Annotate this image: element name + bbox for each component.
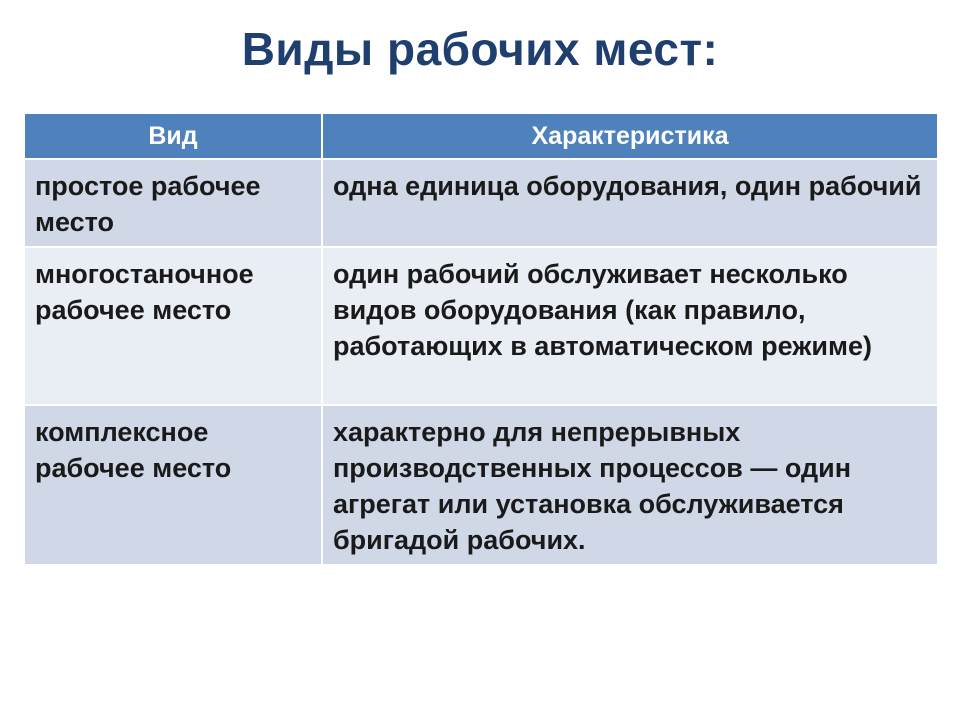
- table-row: [24, 405, 938, 565]
- slide-title: Виды рабочих мест:: [241, 23, 719, 75]
- column-header-type: Вид: [24, 113, 322, 159]
- cell-type: многостаночное рабочее место: [24, 247, 322, 405]
- cell-description: один рабочий обслуживает несколько видов оборудования (как правило, работающих в автоматическом режиме): [322, 247, 938, 405]
- cell-description: одна единица оборудования, один рабочий: [322, 159, 938, 247]
- table-row: [24, 159, 938, 247]
- cell-type: простое рабочее место: [24, 159, 322, 247]
- column-header-characteristic: Характеристика: [322, 113, 938, 159]
- work-places-table: [23, 112, 939, 566]
- table-row: [24, 247, 938, 405]
- cell-type: комплексное рабочее место: [24, 405, 322, 565]
- cell-description: характерно для непрерывных производственных процессов — один агрегат или установка обслуживается бригадой рабочих.: [322, 405, 938, 565]
- table-header-row: [24, 113, 938, 159]
